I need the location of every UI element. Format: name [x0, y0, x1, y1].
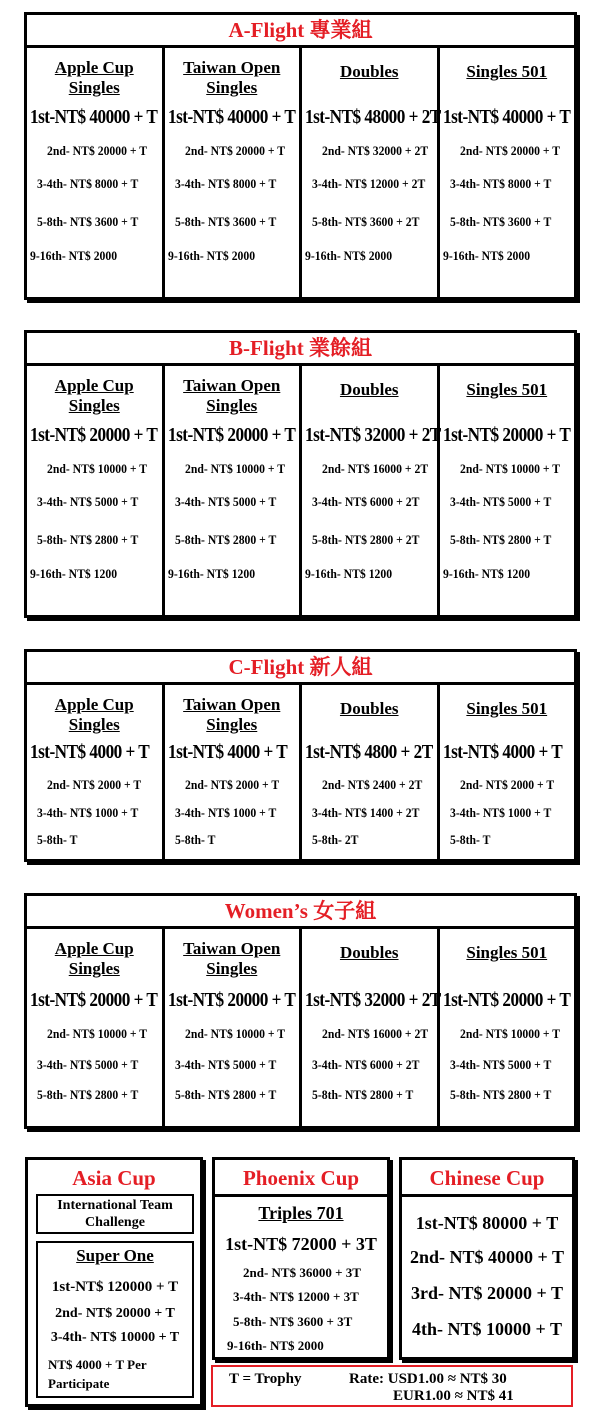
chinese-cup-title: Chinese Cup — [429, 1166, 545, 1190]
prize-line: 5-8th- T — [174, 832, 215, 847]
phoenix-prize-line: 5-8th- NT$ 3600 + 3T — [233, 1314, 353, 1329]
first-prize: 1st-NT$ 4000 + T — [30, 741, 150, 763]
prize-line: 9-16th- NT$ 2000 — [30, 248, 118, 263]
prize-line: 9-16th- NT$ 2000 — [305, 248, 393, 263]
first-prize: 1st-NT$ 20000 + T — [30, 989, 158, 1011]
first-prize: 1st-NT$ 40000 + T — [30, 106, 158, 128]
prize-line: 3-4th- NT$ 5000 + T — [449, 494, 551, 509]
flight-column — [440, 685, 575, 859]
prize-line: 5-8th- NT$ 3600 + T — [37, 214, 139, 229]
column-heading: Taiwan Open Singles — [183, 376, 281, 415]
prize-line: 5-8th- NT$ 2800 + 2T — [312, 532, 420, 547]
column-heading: Doubles — [339, 62, 399, 81]
prize-line: 2nd- NT$ 32000 + 2T — [322, 143, 429, 158]
phoenix-prize-line: 9-16th- NT$ 2000 — [227, 1338, 324, 1353]
prize-line: 2nd- NT$ 10000 + T — [47, 1026, 148, 1041]
asia-cup-subtitle-box — [36, 1194, 194, 1234]
prize-line: 3-4th- NT$ 8000 + T — [37, 176, 139, 191]
phoenix-first-prize: 1st-NT$ 72000 + 3T — [225, 1234, 377, 1254]
chinese-prize-line: 2nd- NT$ 40000 + T — [410, 1247, 564, 1267]
asia-prize-line: 3-4th- NT$ 10000 + T — [50, 1330, 180, 1345]
rate-eur: EUR1.00 ≈ NT$ 41 — [393, 1388, 514, 1404]
prize-line: 3-4th- NT$ 5000 + T — [174, 494, 276, 509]
prize-line: 5-8th- NT$ 2800 + T — [449, 532, 551, 547]
chinese-cup-box — [399, 1157, 575, 1360]
prize-line: 3-4th- NT$ 1400 + 2T — [312, 805, 420, 820]
prize-line: 3-4th- NT$ 5000 + T — [449, 1057, 551, 1072]
super-one-box — [36, 1241, 194, 1398]
prize-line: 2nd- NT$ 16000 + 2T — [322, 1026, 429, 1041]
prize-line: 2nd- NT$ 2000 + T — [459, 777, 554, 792]
c-flight-section — [24, 649, 577, 862]
prize-line: 5-8th- NT$ 2800 + T — [449, 1087, 551, 1102]
prize-line: 5-8th- NT$ 3600 + T — [174, 214, 276, 229]
column-heading: Taiwan Open Singles — [183, 58, 281, 97]
column-heading: Apple Cup Singles — [54, 695, 134, 734]
flight-title: C-Flight 新人組 — [27, 652, 574, 685]
prize-line: 5-8th- T — [37, 832, 78, 847]
phoenix-cup-box — [212, 1157, 390, 1360]
prize-line: 9-16th- NT$ 1200 — [167, 566, 255, 581]
column-heading: Apple Cup Singles — [54, 58, 134, 97]
prize-line: 3-4th- NT$ 12000 + 2T — [312, 176, 426, 191]
prize-line: 5-8th- NT$ 2800 + T — [174, 1087, 276, 1102]
first-prize: 1st-NT$ 4800 + 2T — [305, 741, 433, 763]
column-heading: Doubles — [339, 699, 399, 718]
flight-column — [440, 366, 575, 615]
asia-first-prize: 1st-NT$ 120000 + T — [51, 1279, 179, 1295]
b-flight-section — [24, 330, 577, 618]
legend-box — [211, 1365, 573, 1407]
prize-line: 5-8th- NT$ 2800 + T — [312, 1087, 414, 1102]
chinese-prize-line: 3rd- NT$ 20000 + T — [411, 1283, 563, 1303]
prize-line: 2nd- NT$ 10000 + T — [459, 1026, 560, 1041]
column-heading: Singles 501 — [466, 380, 548, 399]
prize-line: 3-4th- NT$ 1000 + T — [449, 805, 551, 820]
prize-line: 2nd- NT$ 20000 + T — [47, 143, 148, 158]
column-heading: Doubles — [339, 380, 399, 399]
flight-column — [165, 366, 303, 615]
prize-line: 2nd- NT$ 10000 + T — [459, 461, 560, 476]
prize-line: 2nd- NT$ 10000 + T — [184, 1026, 285, 1041]
flight-column — [27, 685, 165, 859]
flight-column — [302, 366, 440, 615]
prize-line: 5-8th- 2T — [312, 832, 359, 847]
flight-column — [440, 929, 575, 1126]
prize-line: 2nd- NT$ 2000 + T — [184, 777, 279, 792]
column-heading: Apple Cup Singles — [54, 376, 134, 415]
column-heading: Singles 501 — [466, 699, 548, 718]
prize-line: 9-16th- NT$ 1200 — [442, 566, 530, 581]
prize-line: 3-4th- NT$ 8000 + T — [449, 176, 551, 191]
prize-line: 2nd- NT$ 10000 + T — [47, 461, 148, 476]
asia-cup-title: Asia Cup — [72, 1166, 156, 1190]
flight-column — [302, 929, 440, 1126]
column-heading: Taiwan Open Singles — [183, 695, 281, 734]
prize-line: 2nd- NT$ 20000 + T — [184, 143, 285, 158]
column-heading: Singles 501 — [466, 943, 548, 962]
flight-column — [165, 48, 303, 297]
prize-line: 2nd- NT$ 2400 + 2T — [322, 777, 423, 792]
first-prize: 1st-NT$ 32000 + 2T — [305, 989, 441, 1011]
chinese-prize-line: 1st-NT$ 80000 + T — [415, 1213, 559, 1233]
first-prize: 1st-NT$ 20000 + T — [30, 424, 158, 446]
flight-column — [302, 685, 440, 859]
phoenix-prize-line: 3-4th- NT$ 12000 + 3T — [233, 1289, 359, 1304]
flight-column — [165, 929, 303, 1126]
triples-heading: Triples 701 — [258, 1203, 344, 1223]
prize-line: 3-4th- NT$ 5000 + T — [174, 1057, 276, 1072]
prize-line: 2nd- NT$ 20000 + T — [459, 143, 560, 158]
flight-column — [27, 48, 165, 297]
asia-cup-box — [25, 1157, 203, 1407]
phoenix-cup-title: Phoenix Cup — [242, 1166, 360, 1190]
prize-line: 5-8th- NT$ 2800 + T — [37, 1087, 139, 1102]
chinese-prize-line: 4th- NT$ 10000 + T — [412, 1319, 562, 1339]
prize-line: 9-16th- NT$ 2000 — [167, 248, 255, 263]
first-prize: 1st-NT$ 20000 + T — [167, 989, 295, 1011]
flight-column — [302, 48, 440, 297]
flight-title: B-Flight 業餘組 — [27, 333, 574, 366]
column-heading: Apple Cup Singles — [54, 939, 134, 978]
flight-column — [27, 929, 165, 1126]
first-prize: 1st-NT$ 40000 + T — [442, 106, 570, 128]
prize-line: 3-4th- NT$ 6000 + 2T — [312, 494, 420, 509]
flight-columns — [27, 685, 574, 859]
first-prize: 1st-NT$ 4000 + T — [442, 741, 562, 763]
prize-line: 3-4th- NT$ 1000 + T — [174, 805, 276, 820]
flight-title: A-Flight 專業組 — [27, 15, 574, 48]
asia-cup-subtitle: International Team Challenge — [57, 1198, 173, 1230]
a-flight-section — [24, 12, 577, 300]
flight-column — [27, 366, 165, 615]
flight-column — [165, 685, 303, 859]
column-heading: Doubles — [339, 943, 399, 962]
first-prize: 1st-NT$ 40000 + T — [167, 106, 295, 128]
prize-line: 2nd- NT$ 2000 + T — [47, 777, 142, 792]
prize-line: 2nd- NT$ 10000 + T — [184, 461, 285, 476]
column-heading: Singles 501 — [466, 62, 548, 81]
prize-line: 3-4th- NT$ 5000 + T — [37, 494, 139, 509]
prize-line: 5-8th- T — [449, 832, 490, 847]
prize-line: 5-8th- NT$ 2800 + T — [37, 532, 139, 547]
prize-line: 5-8th- NT$ 3600 + T — [449, 214, 551, 229]
asia-prize-line: 2nd- NT$ 20000 + T — [55, 1306, 175, 1321]
first-prize: 1st-NT$ 48000 + 2T — [305, 106, 441, 128]
first-prize: 1st-NT$ 4000 + T — [167, 741, 287, 763]
phoenix-prize-line: 2nd- NT$ 36000 + 3T — [243, 1265, 361, 1280]
first-prize: 1st-NT$ 20000 + T — [442, 989, 570, 1011]
flight-columns — [27, 366, 574, 615]
flight-title: Women’s 女子組 — [27, 896, 574, 929]
asia-participate: NT$ 4000 + T Per Participate — [48, 1357, 147, 1391]
prize-line: 3-4th- NT$ 6000 + 2T — [312, 1057, 420, 1072]
prize-line: 3-4th- NT$ 5000 + T — [37, 1057, 139, 1072]
prize-line: 9-16th- NT$ 1200 — [30, 566, 118, 581]
prize-line: 3-4th- NT$ 1000 + T — [37, 805, 139, 820]
first-prize: 1st-NT$ 32000 + 2T — [305, 424, 441, 446]
first-prize: 1st-NT$ 20000 + T — [442, 424, 570, 446]
prize-line: 9-16th- NT$ 1200 — [305, 566, 393, 581]
trophy-legend: T = Trophy — [229, 1371, 302, 1387]
flight-columns — [27, 48, 574, 297]
flight-column — [440, 48, 575, 297]
prize-line: 5-8th- NT$ 3600 + 2T — [312, 214, 420, 229]
flight-columns — [27, 929, 574, 1126]
super-one-heading: Super One — [76, 1246, 154, 1265]
prize-line: 3-4th- NT$ 8000 + T — [174, 176, 276, 191]
prize-line: 5-8th- NT$ 2800 + T — [174, 532, 276, 547]
rate-usd: Rate: USD1.00 ≈ NT$ 30 — [349, 1371, 507, 1387]
column-heading: Taiwan Open Singles — [183, 939, 281, 978]
prize-line: 9-16th- NT$ 2000 — [442, 248, 530, 263]
prize-line: 2nd- NT$ 16000 + 2T — [322, 461, 429, 476]
first-prize: 1st-NT$ 20000 + T — [167, 424, 295, 446]
womens-section — [24, 893, 577, 1129]
